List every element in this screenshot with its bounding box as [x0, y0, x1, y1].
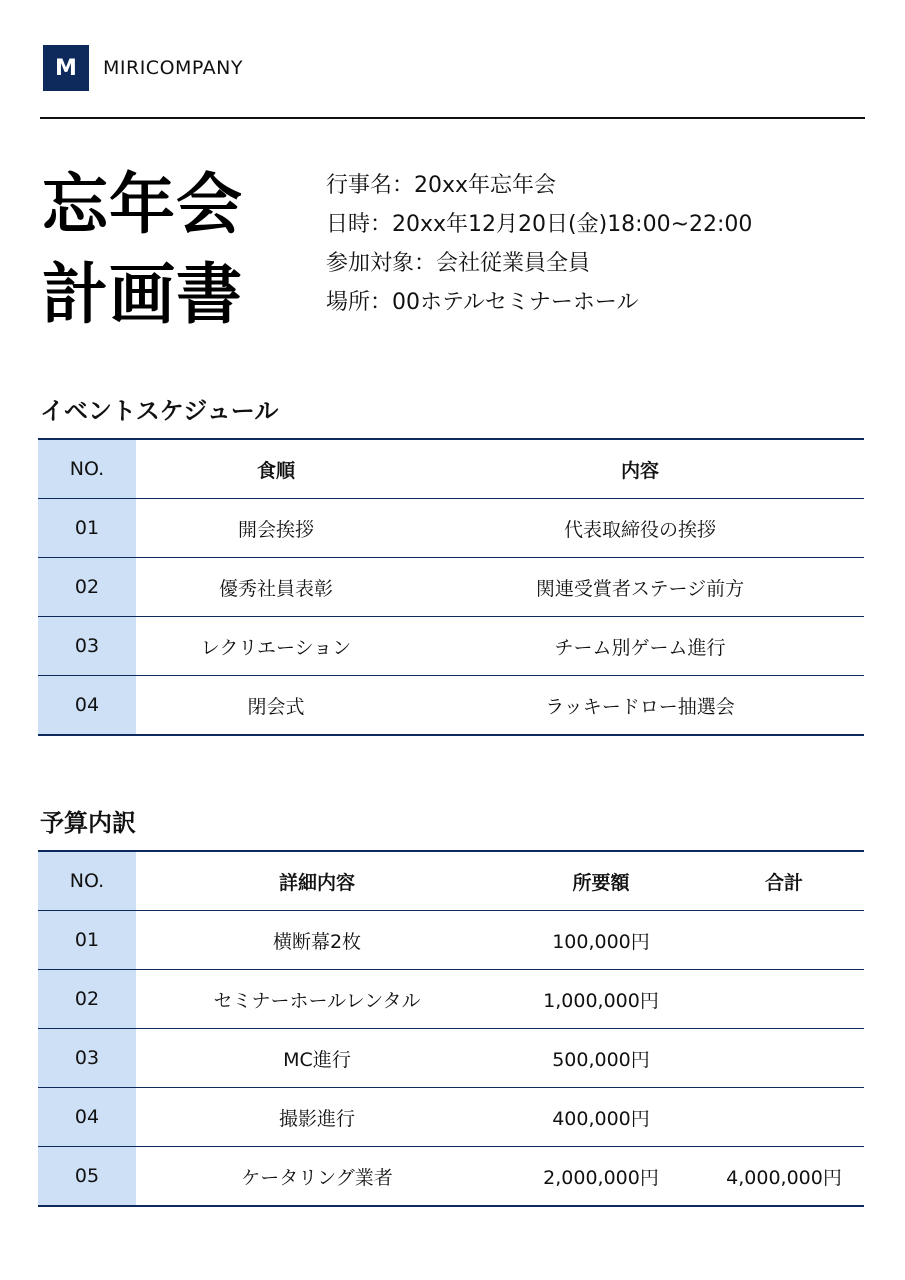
logo-mark: M: [43, 45, 89, 91]
row-total: [704, 1029, 864, 1088]
schedule-header-content: 内容: [416, 439, 864, 499]
row-content: 関連受賞者ステージ前方: [416, 558, 864, 617]
table-row: [38, 1147, 864, 1207]
row-item: 開会挨拶: [136, 499, 416, 558]
row-detail: セミナーホールレンタル: [136, 970, 498, 1029]
row-number: 03: [38, 617, 136, 676]
table-row: [38, 970, 864, 1029]
row-item: 優秀社員表彰: [136, 558, 416, 617]
event-info: [326, 166, 752, 322]
row-content: ラッキードロー抽選会: [416, 676, 864, 736]
title-line-2: 計画書: [42, 256, 243, 333]
budget-header-row: [38, 851, 864, 911]
row-number: 03: [38, 1029, 136, 1088]
document-title: [42, 160, 243, 340]
schedule-section-title: イベントスケジュール: [40, 397, 279, 425]
budget-table: [38, 850, 864, 1207]
info-event-name: 行事名：20xx年忘年会: [326, 173, 557, 198]
row-number: 02: [38, 558, 136, 617]
row-number: 02: [38, 970, 136, 1029]
row-total: 4,000,000円: [704, 1147, 864, 1207]
table-row: [38, 676, 864, 736]
budget-header-detail: 詳細内容: [136, 851, 498, 911]
row-amount: 100,000円: [498, 911, 704, 970]
row-total: [704, 1088, 864, 1147]
budget-header-amount: 所要額: [498, 851, 704, 911]
row-number: 01: [38, 499, 136, 558]
company-logo: [43, 45, 243, 91]
row-amount: 1,000,000円: [498, 970, 704, 1029]
row-number: 01: [38, 911, 136, 970]
budget-section-title: 予算内訳: [40, 809, 136, 837]
row-number: 04: [38, 1088, 136, 1147]
row-number: 04: [38, 676, 136, 736]
row-total: [704, 970, 864, 1029]
table-row: [38, 558, 864, 617]
table-row: [38, 499, 864, 558]
row-item: 閉会式: [136, 676, 416, 736]
schedule-table: [38, 438, 864, 736]
row-detail: ケータリング業者: [136, 1147, 498, 1207]
schedule-header-order: 食順: [136, 439, 416, 499]
title-line-1: 忘年会: [42, 166, 243, 243]
header-divider: [40, 117, 865, 119]
company-name: MIRICOMPANY: [103, 57, 243, 79]
row-content: 代表取締役の挨拶: [416, 499, 864, 558]
row-amount: 2,000,000円: [498, 1147, 704, 1207]
budget-header-total: 合計: [704, 851, 864, 911]
table-row: [38, 1088, 864, 1147]
table-row: [38, 1029, 864, 1088]
row-number: 05: [38, 1147, 136, 1207]
info-datetime: 日時：20xx年12月20日(金)18:00~22:00: [326, 212, 753, 237]
row-content: チーム別ゲーム進行: [416, 617, 864, 676]
row-amount: 400,000円: [498, 1088, 704, 1147]
schedule-header-no: NO.: [38, 439, 136, 499]
row-detail: MC進行: [136, 1029, 498, 1088]
row-detail: 横断幕2枚: [136, 911, 498, 970]
schedule-header-row: [38, 439, 864, 499]
row-item: レクリエーション: [136, 617, 416, 676]
row-amount: 500,000円: [498, 1029, 704, 1088]
budget-header-no: NO.: [38, 851, 136, 911]
info-venue: 場所：00ホテルセミナーホール: [326, 290, 639, 315]
row-total: [704, 911, 864, 970]
info-participants: 参加対象：会社従業員全員: [326, 251, 591, 276]
table-row: [38, 911, 864, 970]
table-row: [38, 617, 864, 676]
row-detail: 撮影進行: [136, 1088, 498, 1147]
